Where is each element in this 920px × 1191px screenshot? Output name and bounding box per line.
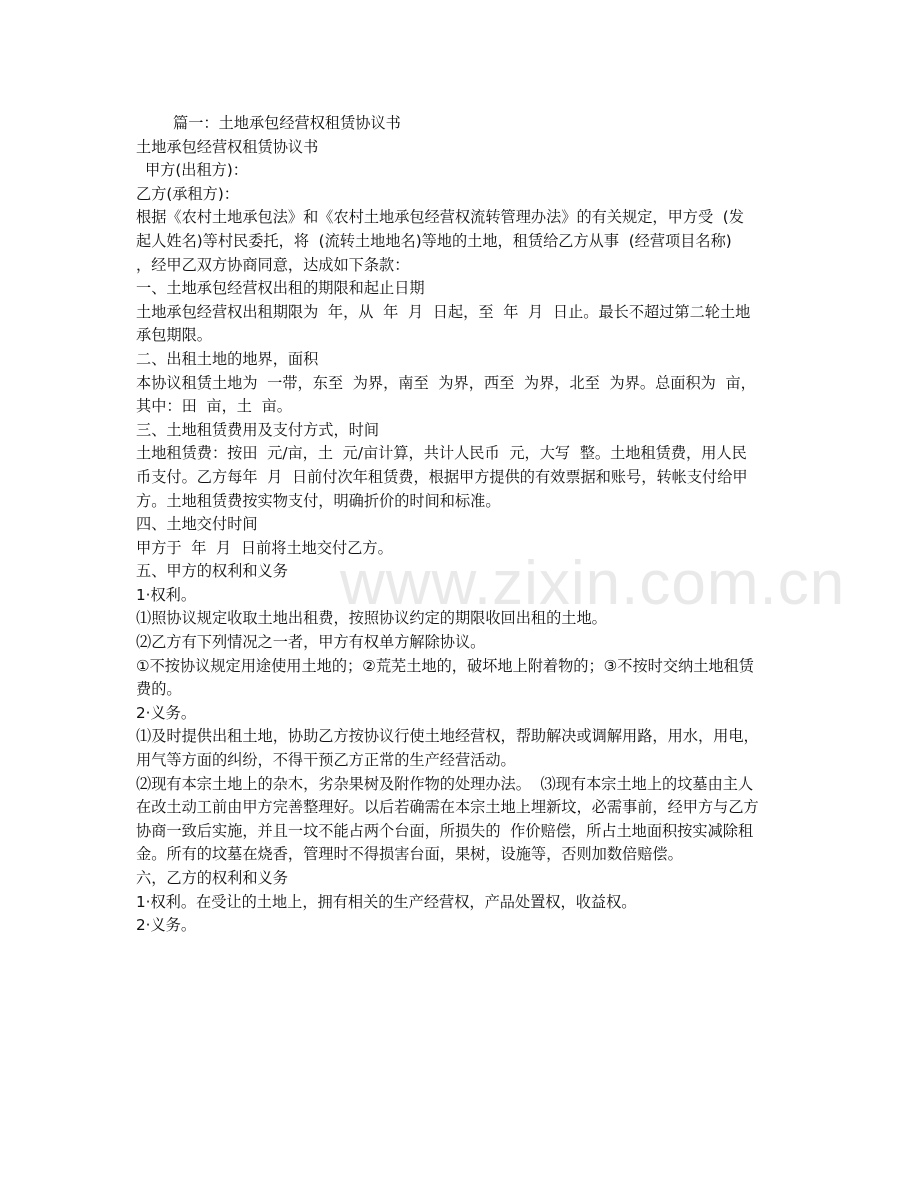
document-title: 土地承包经营权租赁协议书: [136, 137, 319, 156]
clause-2-line-2: 其中：田 亩，土 亩。: [136, 397, 292, 416]
clause-5-duties-item-1-line-1: ⑴及时提供出租土地，协助乙方按协议行使土地经营权，帮助解决或调解用路，用水，用电，: [136, 727, 759, 746]
clause-6-duties-heading: 2·义务。: [136, 916, 197, 935]
clause-1-line-2: 承包期限。: [136, 326, 212, 345]
party-a-line: 甲方(出租方)：: [145, 161, 248, 180]
clause-heading-6: 六，乙方的权利和义务: [136, 869, 288, 887]
clause-heading-2: 二、出租土地的地界，面积: [136, 349, 319, 368]
clause-5-rights-item-2: ⑵乙方有下列情况之一者，甲方有权单方解除协议。: [136, 633, 486, 652]
clause-heading-3: 三、土地租赁费用及支付方式，时间: [136, 420, 379, 439]
watermark: www.zixin.com.cn: [340, 549, 846, 618]
clause-5-duties-item-2-line-2: 在改土动工前由甲方完善整理好。以后若确需在本宗土地上埋新坟，必需事前，经甲方与乙方: [136, 798, 759, 817]
preamble-line-2: 起人姓名)等村民委托，将 (流转土地地名)等地的土地，租赁给乙方从事 (经营项目名称): [136, 231, 732, 250]
clause-5-rights-item-1: ⑴照协议规定收取土地出租费，按照协议约定的期限收回出租的土地。: [136, 609, 607, 628]
clause-heading-5: 五、甲方的权利和义务: [136, 562, 288, 581]
clause-5-rights-item-2-detail-1: ①不按协议规定用途使用土地的；②荒芜土地的，破坏地上附着物的；③不按时交纳土地租赁: [136, 656, 754, 675]
preamble-line-3: ，经甲乙双方协商同意，达成如下条款：: [136, 255, 410, 274]
clause-3-line-2: 币支付。乙方每年 月 日前付次年租赁费，根据甲方提供的有效票据和账号，转帐支付给甲: [136, 467, 748, 486]
section-heading: 篇一：土地承包经营权租赁协议书: [173, 114, 401, 132]
clause-5-rights-item-2-detail-2: 费的。: [136, 680, 182, 699]
clause-6-rights-line: 1·权利。在受让的土地上，拥有相关的生产经营权，产品处置权，收益权。: [136, 892, 637, 911]
clause-heading-4: 四、土地交付时间: [136, 515, 258, 534]
clause-5-duties-item-1-line-2: 用气等方面的纠纷，不得干预乙方正常的生产经营活动。: [136, 751, 516, 770]
clause-5-duties-item-2-line-3: 协商一致后实施，并且一坟不能占两个台面，所损失的 作价赔偿，所占土地面积按实减除租: [136, 821, 754, 840]
clause-1-line-1: 土地承包经营权出租期限为 年，从 年 月 日起，至 年 月 日止。最长不超过第二轮土地: [136, 302, 751, 321]
clause-5-rights-heading: 1·权利。: [136, 585, 197, 604]
clause-5-duties-item-2-line-1: ⑵现有本宗土地上的杂木，劣杂果树及附作物的处理办法。 ⑶现有本宗土地上的坟墓由主人: [136, 774, 754, 793]
clause-heading-1: 一、土地承包经营权出租的期限和起止日期: [136, 279, 425, 298]
clause-2-line-1: 本协议租赁土地为 一带，东至 为界，南至 为界，西至 为界，北至 为界。总面积为 亩，: [136, 373, 756, 392]
clause-3-line-1: 土地租赁费：按田 元/亩，土 元/亩计算，共计人民币 元，大写 整。土地租赁费，用人民: [136, 444, 747, 463]
preamble-line-1: 根据《农村土地承包法》和《农村土地承包经营权流转管理办法》的有关规定，甲方受 (发: [136, 208, 744, 227]
party-b-line: 乙方(承租方)：: [136, 184, 239, 203]
clause-4-line-1: 甲方于 年 月 日前将土地交付乙方。: [136, 538, 393, 557]
clause-5-duties-item-2-line-4: 金。所有的坟墓在烧香，管理时不得损害台面，果树，设施等，否则加数倍赔偿。: [136, 845, 683, 864]
clause-3-line-3: 方。土地租赁费按实物支付，明确折价的时间和标准。: [136, 491, 501, 510]
clause-5-duties-heading: 2·义务。: [136, 703, 197, 722]
document-body: [136, 112, 786, 938]
